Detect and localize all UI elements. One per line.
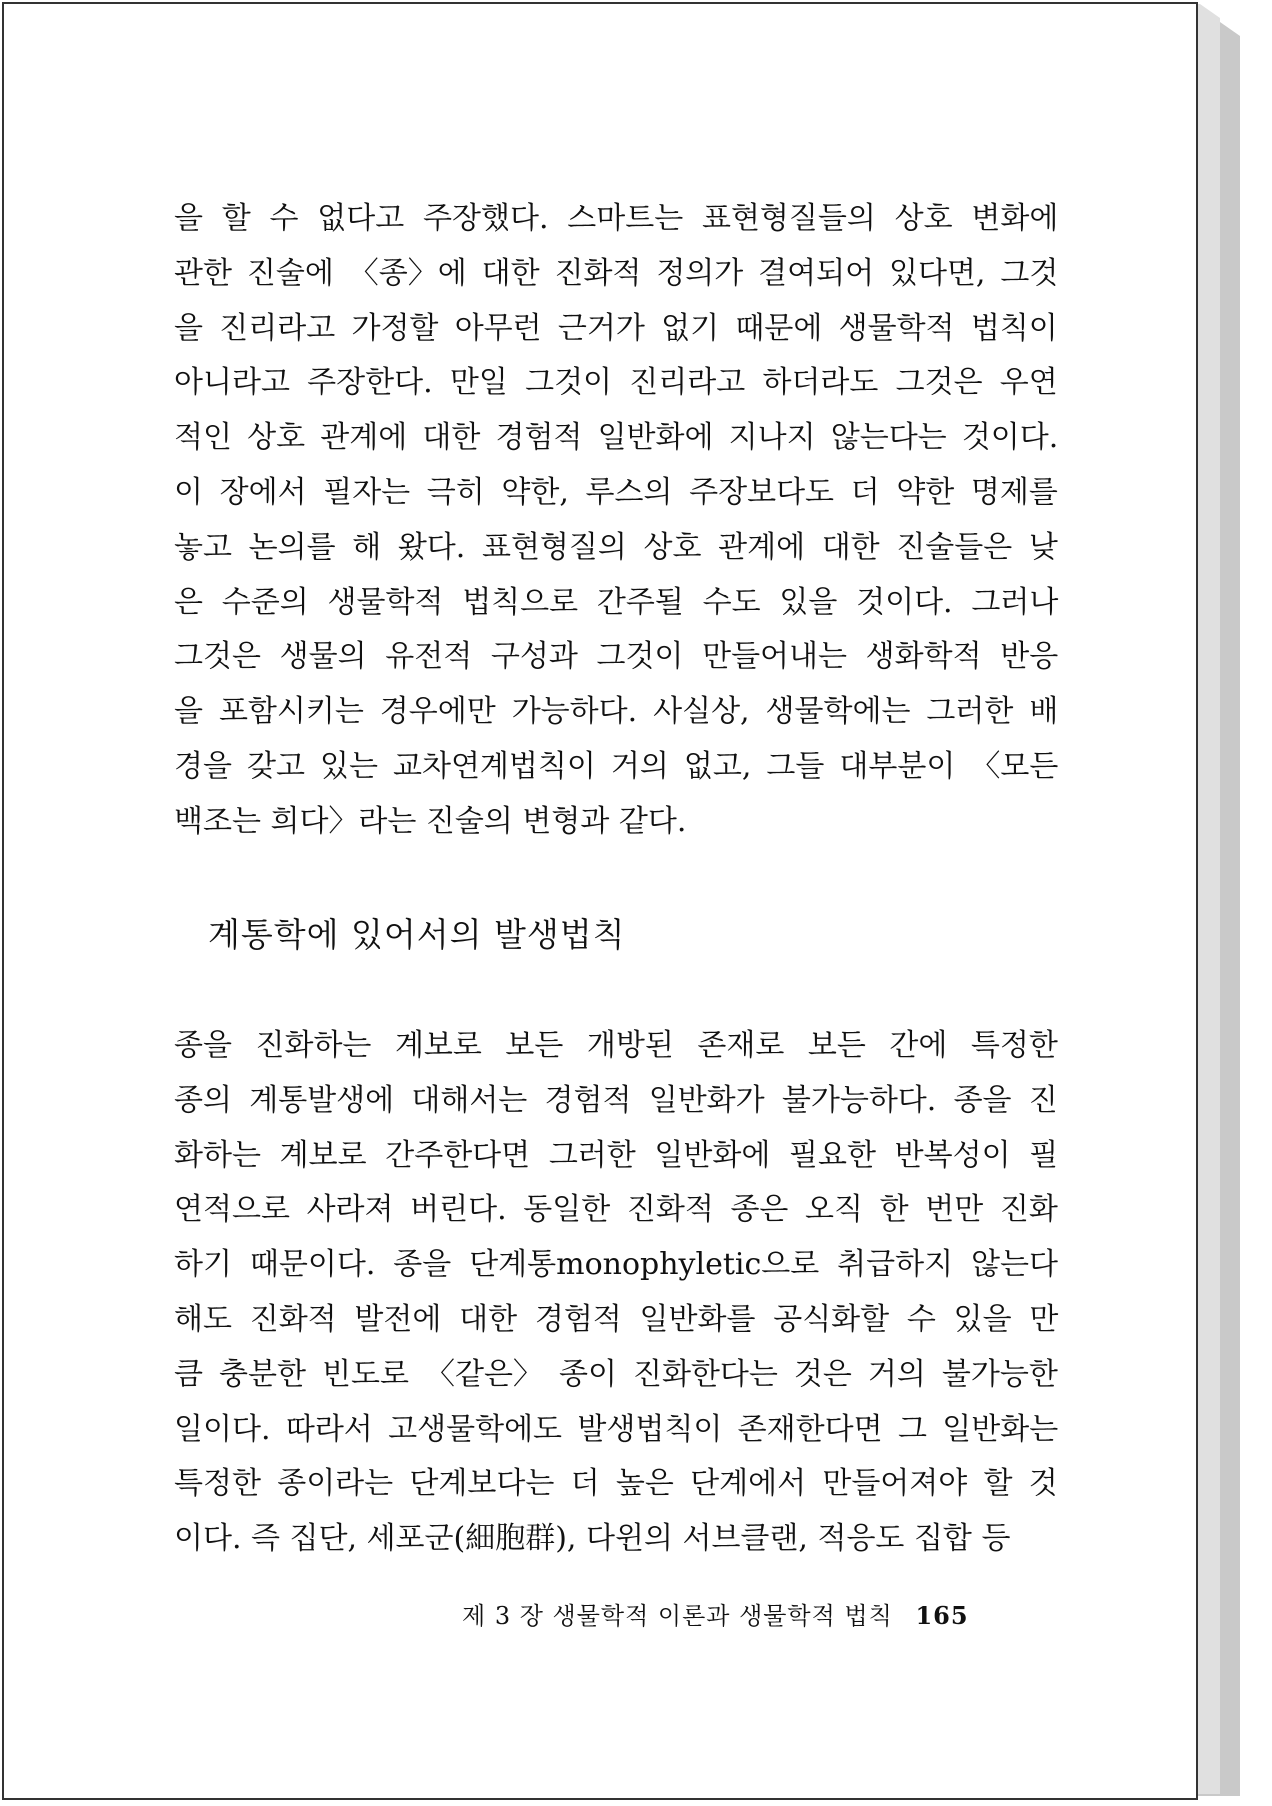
- text-line: 해도 진화적 발전에 대한 경험적 일반화를 공식화할 수 있을 만: [174, 1301, 1059, 1337]
- page-number: 165: [915, 1601, 969, 1630]
- text-line: 특정한 종이라는 단계보다는 더 높은 단계에서 만들어져야 할 것: [174, 1466, 1058, 1502]
- text-line: 을 포함시키는 경우에만 가능하다. 사실상, 생물학에는 그러한 배: [174, 694, 1059, 730]
- text-line: 그것은 생물의 유전적 구성과 그것이 만들어내는 생화학적 반응: [174, 639, 1059, 675]
- text-line: 아니라고 주장한다. 만일 그것이 진리라고 하더라도 그것은 우연: [174, 365, 1058, 401]
- text-line: 백조는 희다〉라는 진술의 변형과 같다.: [174, 803, 687, 839]
- text-line: 연적으로 사라져 버린다. 동일한 진화적 종은 오직 한 번만 진화: [174, 1192, 1058, 1228]
- text-line: 을 진리라고 가정할 아무런 근거가 없기 때문에 생물학적 법칙이: [174, 310, 1058, 346]
- text-line: 큼 충분한 빈도로 〈같은〉 종이 진화한다는 것은 거의 불가능한: [174, 1356, 1058, 1392]
- text-line: 화하는 계보로 간주한다면 그러한 일반화에 필요한 반복성이 필: [174, 1137, 1059, 1173]
- text-line: 종의 계통발생에 대해서는 경험적 일반화가 불가능하다. 종을 진: [174, 1082, 1058, 1118]
- text-line: 이 장에서 필자는 극히 약한, 루스의 주장보다도 더 약한 명제를: [174, 474, 1058, 510]
- paragraph-2: [174, 1019, 1058, 1567]
- text-line: 하기 때문이다. 종을 단계통monophyletic으로 취급하지 않는다: [174, 1247, 1058, 1283]
- text-line: 이다. 즉 집단, 세포군(細胞群), 다윈의 서브클랜, 적응도 집합 등: [174, 1521, 1011, 1557]
- text-line: 종을 진화하는 계보로 보든 개방된 존재로 보든 간에 특정한: [174, 1028, 1058, 1063]
- paragraph-1: [174, 192, 1058, 850]
- text-line: 을 할 수 없다고 주장했다. 스마트는 표현형질들의 상호 변화에: [174, 201, 1059, 236]
- text-line: 적인 상호 관계에 대한 경험적 일반화에 지나지 않는다는 것이다.: [174, 420, 1059, 456]
- text-line: 관한 진술에 〈종〉에 대한 진화적 정의가 결여되어 있다면, 그것: [174, 255, 1059, 291]
- page-footer: [462, 1596, 969, 1631]
- section-heading: 계통학에 있어서의 발생법칙: [208, 915, 626, 954]
- book-page: [2, 2, 1198, 1800]
- text-line: 놓고 논의를 해 왔다. 표현형질의 상호 관계에 대한 진술들은 낮: [174, 529, 1058, 565]
- text-line: 경을 갖고 있는 교차연계법칙이 거의 없고, 그들 대부분이 〈모든: [174, 748, 1059, 784]
- running-title: 제 3 장 생물학적 이론과 생물학적 법칙: [462, 1602, 893, 1630]
- text-line: 은 수준의 생물학적 법칙으로 간주될 수도 있을 것이다. 그러나: [174, 584, 1059, 620]
- text-line: 일이다. 따라서 고생물학에도 발생법칙이 존재한다면 그 일반화는: [174, 1411, 1059, 1447]
